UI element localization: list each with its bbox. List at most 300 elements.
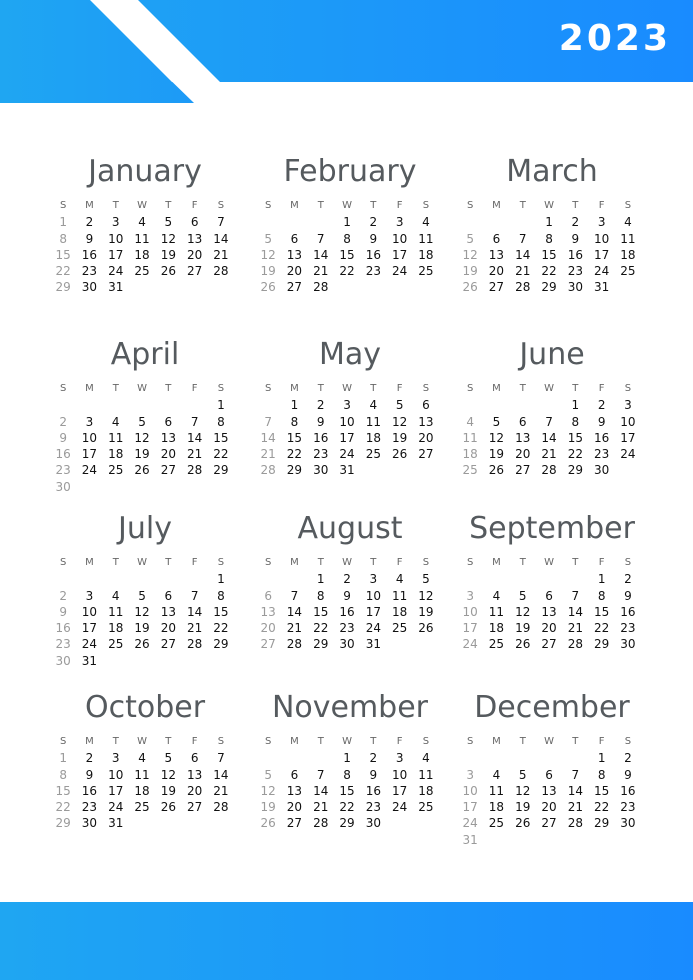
day-cell: 3 (466, 588, 474, 603)
day-cell: 1 (217, 572, 225, 587)
day-cell: 21 (186, 447, 203, 462)
weekday-label: S (624, 383, 632, 394)
day-cell: 22 (313, 621, 329, 636)
day-cell: 24 (108, 800, 124, 815)
month-grid (255, 198, 445, 296)
day-cell: 19 (391, 430, 408, 445)
empty-cell (255, 750, 281, 766)
day-cell: 30 (313, 463, 329, 478)
weekday-label: S (466, 383, 474, 394)
day-cell: 16 (55, 447, 71, 462)
weekday-label: F (598, 383, 605, 394)
day-cell: 17 (391, 783, 408, 798)
day-cell: 25 (488, 816, 505, 831)
month-may (255, 335, 445, 479)
day-cell: 1 (217, 398, 225, 413)
day-cell: 29 (55, 280, 71, 295)
day-cell: 14 (186, 604, 203, 619)
day-cell: 7 (217, 751, 225, 766)
empty-cell (281, 214, 307, 230)
day-cell: 25 (134, 800, 150, 815)
day-cell: 8 (571, 414, 580, 429)
day-cell: 19 (160, 247, 176, 262)
day-cell: 31 (81, 653, 98, 668)
month-name: March (506, 154, 598, 189)
day-cell: 8 (343, 767, 351, 782)
empty-cell (457, 214, 483, 230)
day-cell: 2 (85, 751, 94, 766)
weekday-label: T (317, 557, 324, 568)
day-cell: 17 (108, 247, 124, 262)
day-cell: 26 (462, 280, 478, 295)
month-december (457, 688, 647, 848)
empty-cell (281, 571, 307, 587)
day-cell: 8 (343, 231, 351, 246)
day-cell: 14 (515, 247, 531, 262)
day-cell: 6 (518, 414, 527, 429)
weekday-label: M (85, 200, 94, 211)
day-cell: 2 (316, 398, 325, 413)
weekday-label: S (217, 200, 225, 211)
day-cell: 3 (111, 215, 120, 230)
day-cell: 2 (369, 751, 378, 766)
day-cell: 4 (624, 215, 632, 230)
empty-cell (129, 571, 155, 587)
weekday-label: W (544, 200, 554, 211)
day-cell: 11 (418, 767, 434, 782)
weekday-label: S (264, 557, 272, 568)
weekday-label: T (112, 557, 119, 568)
day-cell: 25 (365, 447, 381, 462)
day-cell: 18 (418, 247, 434, 262)
day-cell: 9 (597, 414, 606, 429)
day-cell: 3 (395, 751, 404, 766)
empty-cell (103, 397, 129, 413)
day-cell: 31 (462, 832, 478, 847)
day-cell: 29 (541, 280, 557, 295)
day-cell: 7 (316, 767, 325, 782)
day-cell: 18 (365, 430, 381, 445)
weekday-label: W (342, 736, 352, 747)
day-cell: 4 (138, 215, 146, 230)
day-cell: 18 (488, 800, 505, 815)
day-cell: 19 (134, 447, 150, 462)
day-cell: 10 (108, 231, 124, 246)
day-cell: 17 (593, 247, 610, 262)
day-cell: 25 (488, 637, 505, 652)
day-cell: 9 (85, 767, 94, 782)
weekday-label: M (85, 383, 94, 394)
weekday-label: T (519, 200, 526, 211)
day-cell: 10 (462, 604, 478, 619)
day-cell: 23 (81, 800, 98, 815)
day-cell: 18 (488, 621, 505, 636)
day-cell: 5 (164, 751, 173, 766)
day-cell: 16 (593, 430, 610, 445)
day-cell: 28 (313, 816, 329, 831)
empty-cell (181, 397, 207, 413)
day-cell: 27 (160, 637, 176, 652)
day-cell: 14 (541, 430, 557, 445)
day-cell: 1 (316, 572, 325, 587)
month-name: April (110, 337, 180, 372)
day-cell: 23 (313, 447, 329, 462)
day-cell: 4 (111, 414, 120, 429)
day-cell: 22 (541, 264, 557, 279)
day-cell: 12 (488, 430, 505, 445)
weekday-label: T (519, 383, 526, 394)
day-cell: 14 (567, 604, 583, 619)
weekday-label: S (422, 383, 430, 394)
empty-cell (457, 397, 483, 413)
day-cell: 7 (571, 588, 580, 603)
day-cell: 12 (418, 588, 434, 603)
day-cell: 12 (515, 604, 531, 619)
weekday-label: T (519, 557, 526, 568)
weekday-label: F (396, 736, 403, 747)
empty-cell (255, 571, 281, 587)
day-cell: 12 (462, 247, 478, 262)
day-cell: 21 (213, 247, 229, 262)
day-cell: 21 (260, 447, 276, 462)
day-cell: 10 (339, 414, 355, 429)
empty-cell (308, 750, 334, 766)
day-cell: 25 (462, 463, 478, 478)
day-cell: 16 (620, 783, 636, 798)
day-cell: 29 (55, 816, 71, 831)
day-cell: 4 (395, 572, 404, 587)
day-cell: 13 (515, 430, 531, 445)
day-cell: 27 (286, 280, 303, 295)
day-cell: 20 (515, 447, 531, 462)
day-cell: 8 (217, 588, 225, 603)
day-cell: 27 (418, 447, 434, 462)
day-cell: 5 (492, 414, 501, 429)
weekday-label: M (492, 383, 501, 394)
weekday-label: S (59, 383, 67, 394)
weekday-label: W (544, 383, 554, 394)
day-cell: 29 (593, 637, 610, 652)
day-cell: 3 (369, 572, 378, 587)
day-cell: 27 (186, 264, 203, 279)
day-cell: 15 (55, 247, 71, 262)
day-cell: 4 (492, 588, 501, 603)
day-cell: 6 (264, 588, 272, 603)
day-cell: 5 (466, 231, 474, 246)
day-cell: 24 (365, 621, 381, 636)
empty-cell (457, 571, 483, 587)
day-cell: 23 (567, 264, 583, 279)
day-cell: 7 (264, 414, 272, 429)
day-cell: 9 (624, 767, 632, 782)
day-cell: 7 (316, 231, 325, 246)
day-cell: 21 (213, 783, 229, 798)
day-cell: 27 (541, 816, 557, 831)
month-grid (50, 734, 240, 832)
month-grid (457, 381, 647, 479)
weekday-label: T (165, 200, 172, 211)
weekday-label: S (624, 200, 632, 211)
day-cell: 22 (286, 447, 303, 462)
weekday-label: W (137, 736, 147, 747)
day-cell: 5 (138, 588, 146, 603)
day-cell: 9 (343, 588, 351, 603)
day-cell: 17 (339, 430, 355, 445)
day-cell: 11 (620, 231, 636, 246)
day-cell: 22 (213, 447, 229, 462)
weekday-label: S (422, 557, 430, 568)
day-cell: 13 (541, 783, 557, 798)
day-cell: 28 (515, 280, 531, 295)
day-cell: 28 (213, 800, 229, 815)
day-cell: 11 (134, 231, 150, 246)
day-cell: 9 (624, 588, 632, 603)
weekday-label: T (112, 736, 119, 747)
day-cell: 24 (593, 264, 610, 279)
day-cell: 20 (260, 621, 276, 636)
month-june (457, 335, 647, 479)
day-cell: 19 (488, 447, 505, 462)
weekday-label: M (290, 383, 299, 394)
weekday-label: M (492, 736, 501, 747)
day-cell: 4 (492, 767, 501, 782)
day-cell: 15 (313, 604, 329, 619)
weekday-label: W (137, 383, 147, 394)
day-cell: 15 (339, 783, 355, 798)
day-cell: 15 (541, 247, 557, 262)
day-cell: 7 (571, 767, 580, 782)
day-cell: 16 (81, 247, 98, 262)
day-cell: 5 (395, 398, 404, 413)
month-january (50, 152, 240, 296)
day-cell: 13 (418, 414, 434, 429)
day-cell: 18 (134, 247, 150, 262)
day-cell: 26 (260, 816, 276, 831)
day-cell: 30 (81, 280, 98, 295)
day-cell: 26 (391, 447, 408, 462)
day-cell: 21 (286, 621, 303, 636)
day-cell: 8 (597, 588, 606, 603)
day-cell: 30 (81, 816, 98, 831)
weekday-label: T (165, 383, 172, 394)
weekday-label: T (572, 200, 579, 211)
month-name: January (88, 154, 202, 189)
day-cell: 2 (343, 572, 351, 587)
empty-cell (510, 214, 536, 230)
day-cell: 8 (545, 231, 553, 246)
day-cell: 16 (339, 604, 355, 619)
day-cell: 29 (339, 816, 355, 831)
day-cell: 1 (597, 572, 606, 587)
day-cell: 24 (108, 264, 124, 279)
day-cell: 12 (391, 414, 408, 429)
empty-cell (281, 750, 307, 766)
day-cell: 10 (391, 767, 408, 782)
weekday-label: S (217, 383, 225, 394)
weekday-label: W (137, 200, 147, 211)
empty-cell (536, 571, 562, 587)
day-cell: 23 (620, 800, 636, 815)
weekday-label: T (165, 736, 172, 747)
day-cell: 7 (190, 414, 199, 429)
day-cell: 5 (518, 588, 527, 603)
day-cell: 2 (624, 751, 632, 766)
day-cell: 26 (134, 637, 150, 652)
day-cell: 18 (108, 621, 124, 636)
day-cell: 6 (190, 751, 199, 766)
day-cell: 20 (488, 264, 505, 279)
day-cell: 30 (620, 816, 636, 831)
day-cell: 17 (108, 783, 124, 798)
day-cell: 13 (186, 231, 203, 246)
day-cell: 16 (567, 247, 583, 262)
empty-cell (181, 571, 207, 587)
day-cell: 3 (597, 215, 606, 230)
day-cell: 23 (55, 637, 71, 652)
day-cell: 18 (418, 783, 434, 798)
month-name: August (297, 511, 403, 546)
weekday-label: W (342, 557, 352, 568)
day-cell: 20 (186, 783, 203, 798)
month-grid (457, 734, 647, 848)
day-cell: 27 (186, 800, 203, 815)
day-cell: 15 (213, 430, 229, 445)
day-cell: 28 (567, 637, 583, 652)
day-cell: 13 (286, 783, 303, 798)
day-cell: 1 (343, 751, 351, 766)
month-name: February (283, 154, 417, 189)
day-cell: 31 (593, 280, 610, 295)
day-cell: 18 (462, 447, 478, 462)
day-cell: 6 (190, 215, 199, 230)
day-cell: 11 (108, 430, 124, 445)
day-cell: 7 (290, 588, 299, 603)
day-cell: 14 (286, 604, 303, 619)
day-cell: 9 (369, 767, 378, 782)
day-cell: 2 (624, 572, 632, 587)
day-cell: 27 (260, 637, 276, 652)
day-cell: 9 (59, 430, 67, 445)
month-grid (50, 381, 240, 495)
empty-cell (76, 571, 102, 587)
day-cell: 4 (138, 751, 146, 766)
weekday-label: S (466, 557, 474, 568)
day-cell: 18 (108, 447, 124, 462)
day-cell: 2 (369, 215, 378, 230)
day-cell: 24 (462, 637, 478, 652)
day-cell: 28 (313, 280, 329, 295)
day-cell: 30 (365, 816, 381, 831)
weekday-label: T (370, 200, 377, 211)
day-cell: 17 (462, 800, 478, 815)
day-cell: 30 (55, 653, 71, 668)
weekday-label: T (370, 557, 377, 568)
day-cell: 7 (518, 231, 527, 246)
day-cell: 5 (264, 231, 272, 246)
day-cell: 7 (190, 588, 199, 603)
weekday-label: W (342, 200, 352, 211)
month-november (255, 688, 445, 832)
month-name: September (469, 511, 635, 546)
empty-cell (103, 571, 129, 587)
day-cell: 27 (541, 637, 557, 652)
day-cell: 21 (541, 447, 557, 462)
day-cell: 2 (597, 398, 606, 413)
day-cell: 28 (260, 463, 276, 478)
day-cell: 20 (541, 621, 557, 636)
day-cell: 24 (81, 463, 98, 478)
day-cell: 14 (567, 783, 583, 798)
weekday-label: T (370, 736, 377, 747)
weekday-label: S (422, 736, 430, 747)
day-cell: 24 (81, 637, 98, 652)
day-cell: 30 (55, 479, 71, 494)
day-cell: 19 (418, 604, 434, 619)
day-cell: 4 (422, 215, 430, 230)
day-cell: 1 (597, 751, 606, 766)
weekday-label: M (492, 557, 501, 568)
day-cell: 19 (260, 800, 276, 815)
day-cell: 6 (164, 414, 173, 429)
day-cell: 30 (339, 637, 355, 652)
day-cell: 11 (391, 588, 408, 603)
day-cell: 24 (339, 447, 355, 462)
weekday-label: T (317, 383, 324, 394)
day-cell: 27 (515, 463, 531, 478)
weekday-label: F (191, 557, 198, 568)
day-cell: 21 (515, 264, 531, 279)
day-cell: 8 (290, 414, 299, 429)
day-cell: 11 (108, 604, 124, 619)
day-cell: 8 (597, 767, 606, 782)
day-cell: 22 (339, 264, 355, 279)
day-cell: 31 (365, 637, 381, 652)
day-cell: 26 (488, 463, 505, 478)
month-grid (50, 555, 240, 669)
day-cell: 24 (620, 447, 636, 462)
weekday-label: T (165, 557, 172, 568)
day-cell: 19 (462, 264, 478, 279)
weekday-label: T (317, 736, 324, 747)
weekday-label: T (572, 383, 579, 394)
day-cell: 15 (593, 604, 610, 619)
day-cell: 11 (488, 783, 505, 798)
day-cell: 1 (571, 398, 580, 413)
day-cell: 30 (620, 637, 636, 652)
day-cell: 12 (515, 783, 531, 798)
day-cell: 19 (515, 621, 531, 636)
day-cell: 27 (488, 280, 505, 295)
day-cell: 7 (545, 414, 553, 429)
day-cell: 22 (55, 264, 71, 279)
day-cell: 15 (593, 783, 610, 798)
day-cell: 18 (391, 604, 408, 619)
day-cell: 10 (81, 430, 98, 445)
empty-cell (483, 214, 509, 230)
empty-cell (255, 214, 281, 230)
day-cell: 16 (55, 621, 71, 636)
weekday-label: F (396, 383, 403, 394)
day-cell: 25 (620, 264, 636, 279)
day-cell: 10 (391, 231, 408, 246)
weekday-label: M (290, 736, 299, 747)
empty-cell (155, 571, 181, 587)
day-cell: 28 (213, 264, 229, 279)
day-cell: 12 (160, 767, 176, 782)
weekday-label: S (466, 200, 474, 211)
day-cell: 20 (160, 621, 176, 636)
month-grid (255, 381, 445, 479)
